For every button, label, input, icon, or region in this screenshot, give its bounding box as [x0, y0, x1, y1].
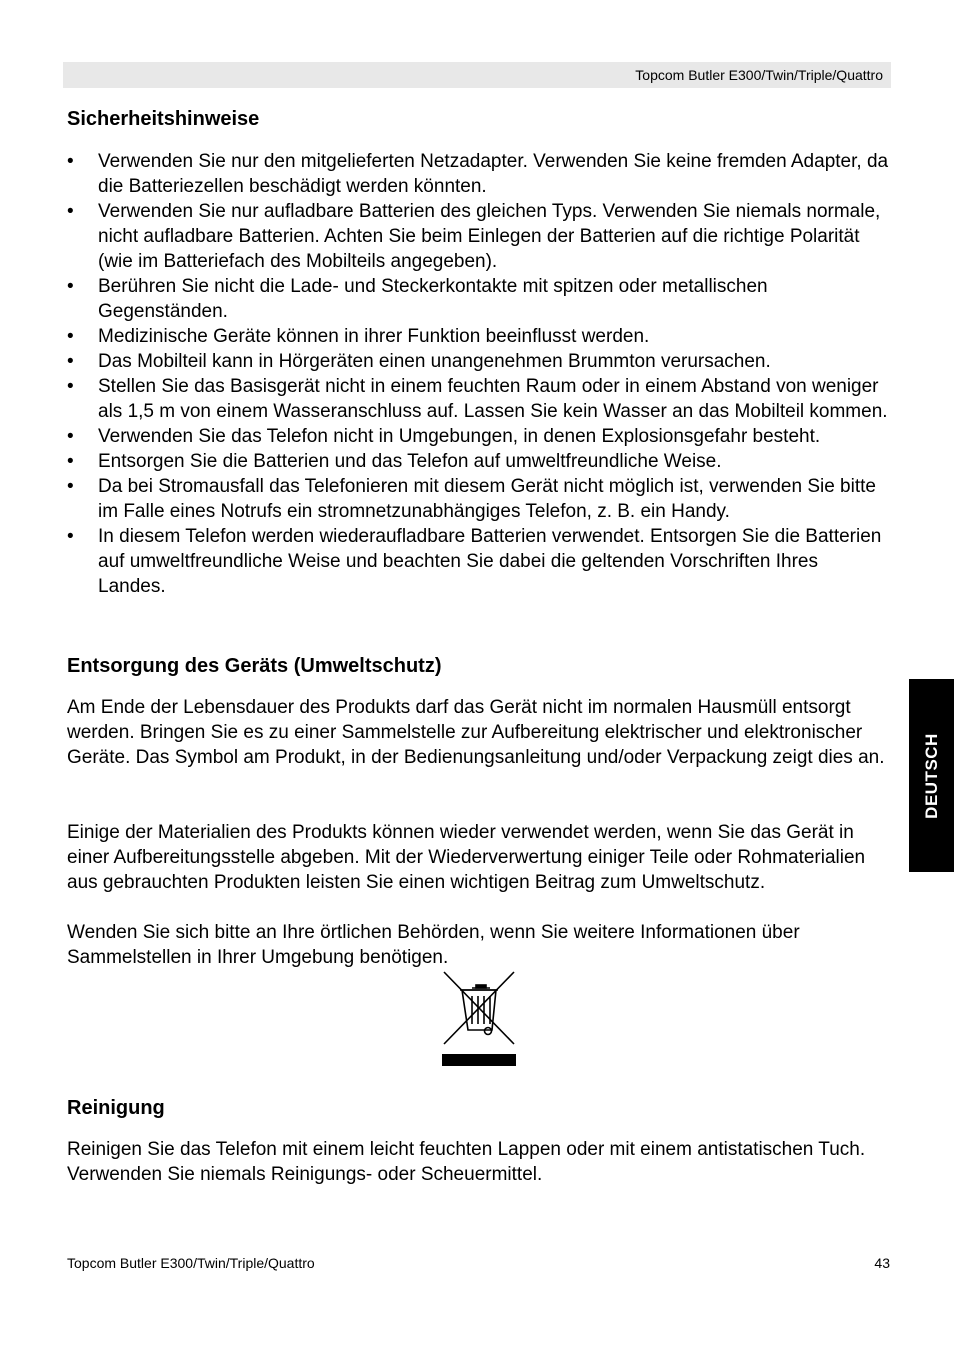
crossed-out-wheelie-bin-icon: [440, 968, 518, 1068]
list-item: • In diesem Telefon werden wiederaufladbare Batterien verwendet. Entsorgen Sie die Batterien auf umweltfreundliche Weise und beachten Sie dabei die geltenden Vorschriften Ihres Landes.: [67, 524, 889, 599]
language-tab-label: DEUTSCH: [921, 732, 941, 819]
footer-title: Topcom Butler E300/Twin/Triple/Quattro: [67, 1255, 315, 1271]
running-header-title: Topcom Butler E300/Twin/Triple/Quattro: [635, 67, 883, 83]
list-item: • Da bei Stromausfall das Telefonieren mit diesem Gerät nicht möglich ist, verwenden Sie bitte im Falle eines Notrufs ein stromnetzunabhängiges Telefon, z. B. ein Handy.: [67, 474, 889, 524]
cleaning-paragraph: Reinigen Sie das Telefon mit einem leicht feuchten Lappen oder mit einem antistatischen Tuch. Verwenden Sie niemals Reinigungs- oder Scheuermittel.: [67, 1139, 866, 1185]
list-item: • Verwenden Sie nur den mitgelieferten Netzadapter. Verwenden Sie keine fremden Adapter, da die Batteriezellen beschädigt werden könnten.: [67, 149, 889, 199]
section-heading-safety: Sicherheitshinweise: [67, 108, 260, 130]
disposal-paragraph-2: Einige der Materialien des Produkts können wieder verwendet werden, wenn Sie das Gerät in einer Aufbereitungsstelle abgeben. Mit der Wiederverwertung einiger Teile oder Rohmaterialien aus gebrauchten Produkten leisten Sie einen wichtigen Beitrag zum Umweltschutz.: [67, 822, 866, 893]
disposal-paragraph-1: Am Ende der Lebensdauer des Produkts darf das Gerät nicht im normalen Hausmüll entsorgt werden. Bringen Sie es zu einer Sammelstelle zur Aufbereitung elektrischer und elektronischer Geräte. Das Symbol am Produkt, in der Bedienungsanleitung und/oder Verpackung zeigt dies an.: [67, 697, 885, 768]
running-header: [63, 62, 891, 88]
list-item: • Verwenden Sie nur aufladbare Batterien des gleichen Typs. Verwenden Sie niemals normale, nicht aufladbare Batterien. Achten Sie beim Einlegen der Batterien auf die richtige Polarität (wie im Batteriefach des Mobilteils angegeben).: [67, 199, 889, 274]
list-item: • Medizinische Geräte können in ihrer Funktion beeinflusst werden.: [67, 324, 889, 349]
safety-list: [67, 149, 889, 599]
list-item: • Berühren Sie nicht die Lade- und Steckerkontakte mit spitzen oder metallischen Gegenständen.: [67, 274, 889, 324]
disposal-paragraph-3: Wenden Sie sich bitte an Ihre örtlichen Behörden, wenn Sie weitere Informationen über Sammelstellen in Ihrer Umgebung benötigen.: [67, 922, 800, 968]
list-item: • Das Mobilteil kann in Hörgeräten einen unangenehmen Brummton verursachen.: [67, 349, 889, 374]
page-number: 43: [874, 1255, 890, 1271]
list-item: • Entsorgen Sie die Batterien und das Telefon auf umweltfreundliche Weise.: [67, 449, 889, 474]
list-item: • Stellen Sie das Basisgerät nicht in einem feuchten Raum oder in einem Abstand von weniger als 1,5 m von einem Wasseranschluss auf. Lassen Sie kein Wasser an das Mobilteil kommen.: [67, 374, 889, 424]
section-heading-disposal: Entsorgung des Geräts (Umweltschutz): [67, 655, 442, 677]
language-tab: [909, 679, 954, 872]
section-heading-cleaning: Reinigung: [67, 1097, 165, 1119]
list-item: • Verwenden Sie das Telefon nicht in Umgebungen, in denen Explosionsgefahr besteht.: [67, 424, 889, 449]
